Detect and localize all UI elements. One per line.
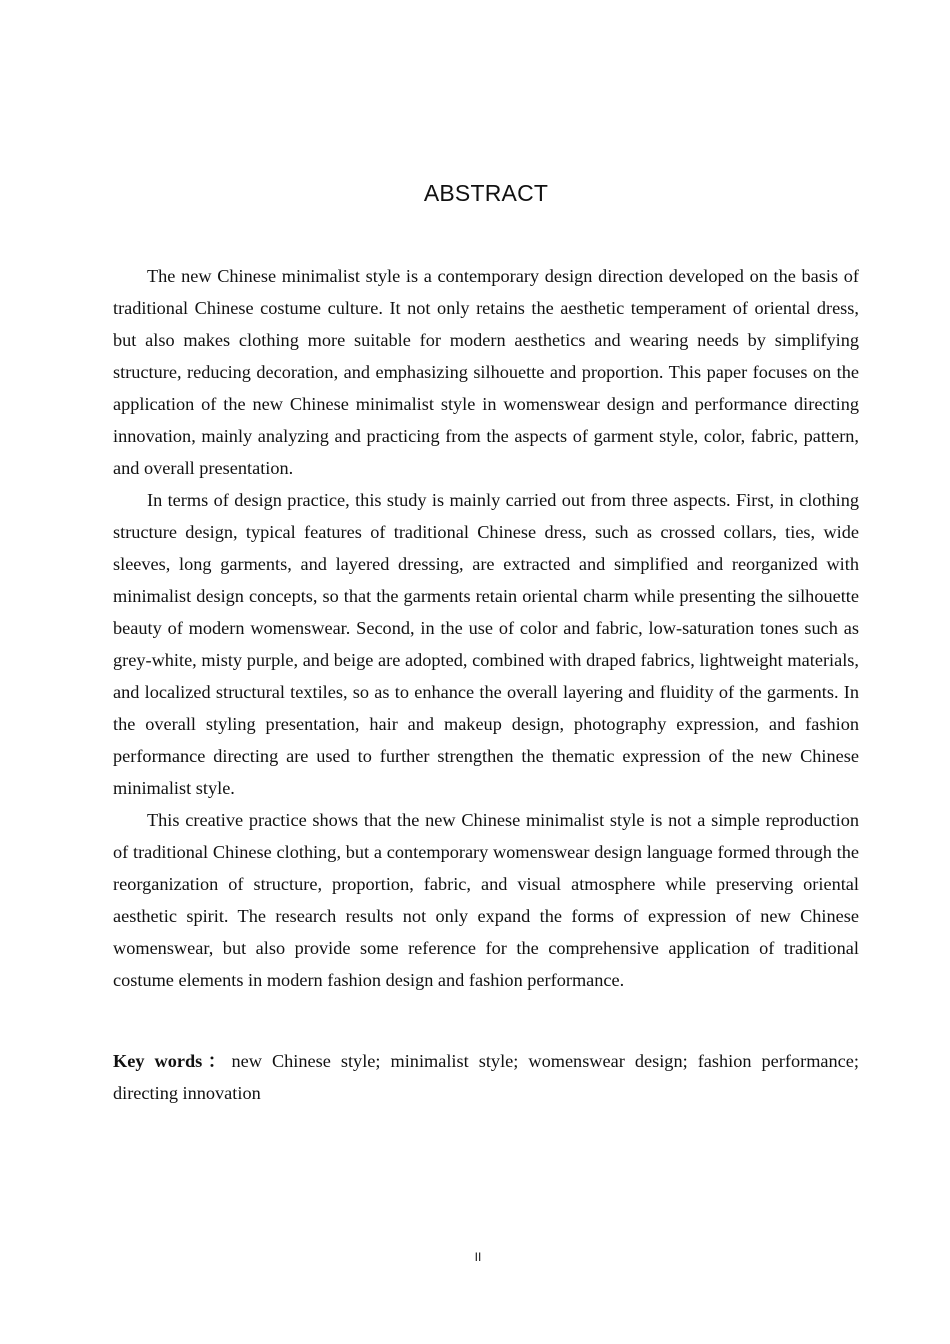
abstract-paragraph-3: This creative practice shows that the new Chinese minimalist style is not a simple reproduction of traditional Chinese clothing, but a contemporary womenswear design language formed through the reorganization of structure, proportion, fabric, and visual atmosphere while preserving oriental aesthetic spirit. The research results not only expand the forms of expression of new Chinese womenswear, but also provide some reference for the comprehensive application of traditional costume elements in modern fashion design and fashion performance. [113, 810, 859, 990]
keywords-label: Key words： [113, 1051, 232, 1071]
keywords-line [113, 1045, 859, 1109]
abstract-title: ABSTRACT [423, 180, 549, 206]
abstract-body [113, 260, 859, 996]
keywords-text: new Chinese style; minimalist style; womenswear design; fashion performance; directing innovation [113, 1051, 859, 1103]
abstract-paragraph-1: The new Chinese minimalist style is a contemporary design direction developed on the basis of traditional Chinese costume culture. It not only retains the aesthetic temperament of oriental dress, but also makes clothing more suitable for modern aesthetics and wearing needs by simplifying structure, reducing decoration, and emphasizing silhouette and proportion. This paper focuses on the application of the new Chinese minimalist style in womenswear design and performance directing innovation, mainly analyzing and practicing from the aspects of garment style, color, fabric, pattern, and overall presentation. [113, 266, 859, 478]
abstract-paragraph-2: In terms of design practice, this study is mainly carried out from three aspects. First, in clothing structure design, typical features of traditional Chinese dress, such as crossed collars, ties, wide sleeves, long garments, and layered dressing, are extracted and simplified and reorganized with minimalist design concepts, so that the garments retain oriental charm while presenting the silhouette beauty of modern womenswear. Second, in the use of color and fabric, low-saturation tones such as grey-white, misty purple, and beige are adopted, combined with draped fabrics, lightweight materials, and localized structural textiles, so as to enhance the overall layering and fluidity of the garments. In the overall styling presentation, hair and makeup design, photography expression, and fashion performance directing are used to further strengthen the thematic expression of the new Chinese minimalist style. [113, 490, 859, 798]
page-number: II [474, 1250, 482, 1264]
